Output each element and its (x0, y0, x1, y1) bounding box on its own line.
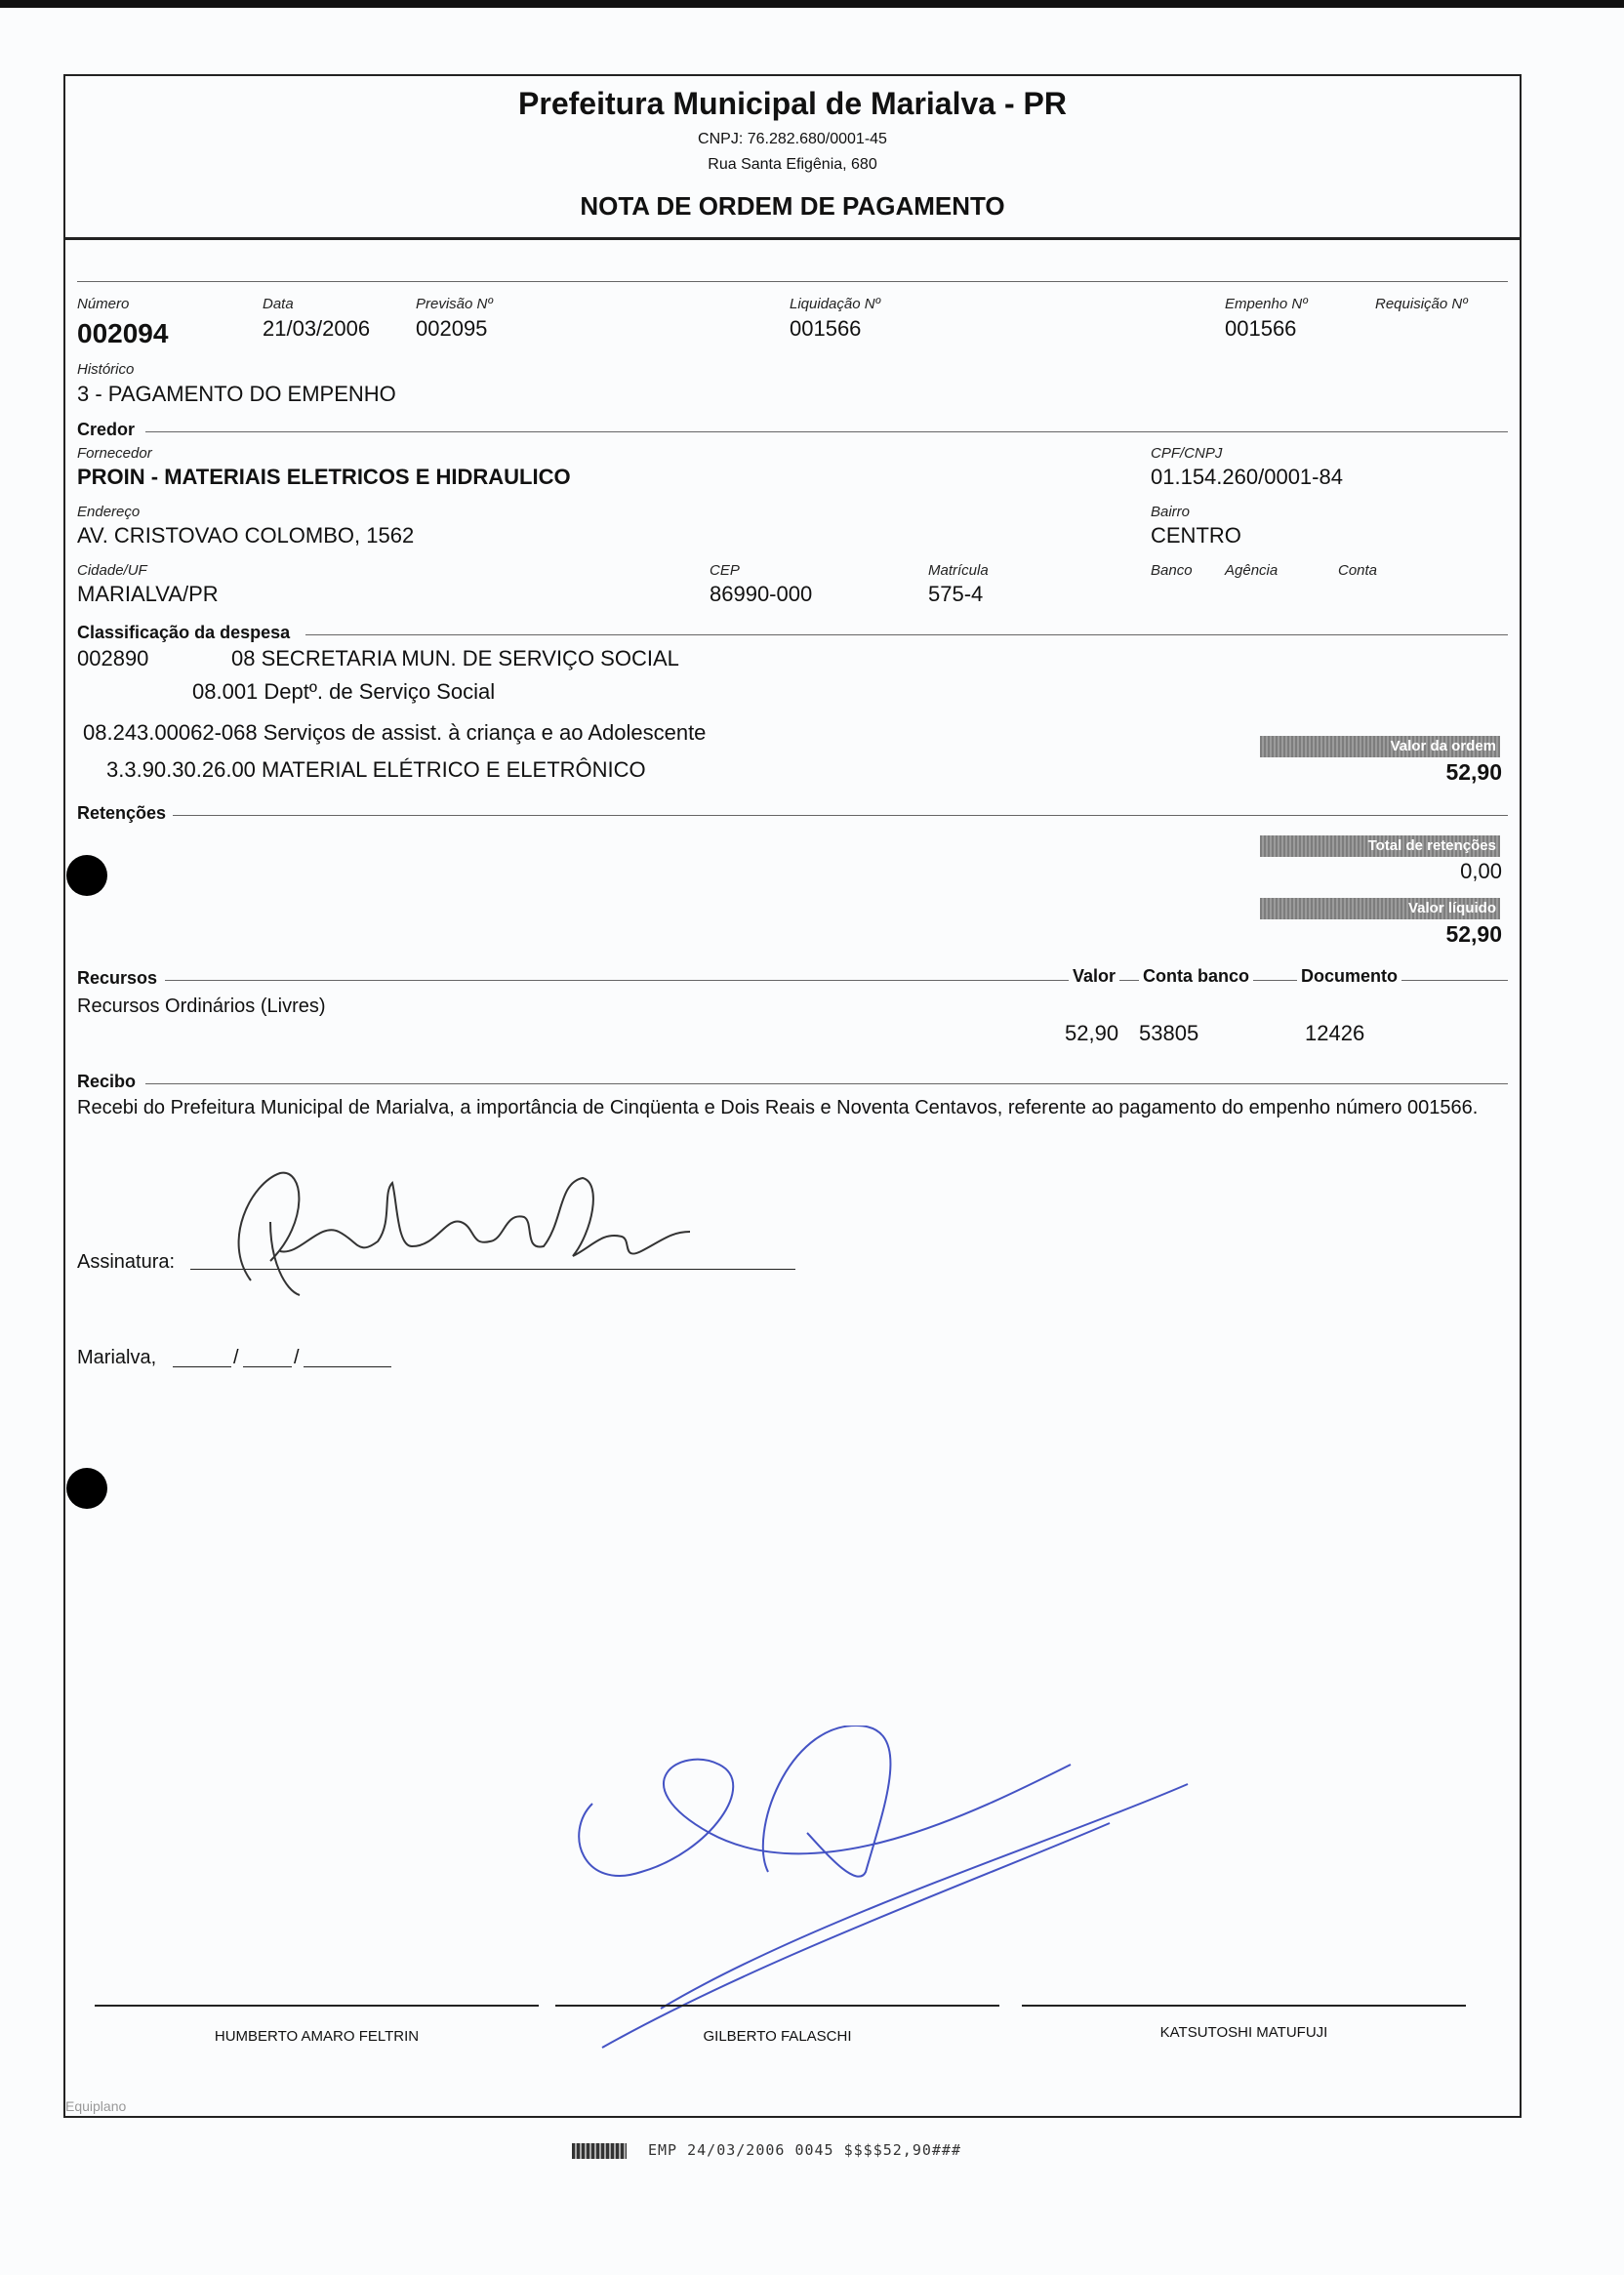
handwritten-signature-1 (212, 1163, 758, 1300)
classificacao-rule (305, 634, 1508, 635)
cpf-value: 01.154.260/0001-84 (1151, 465, 1343, 489)
punch-hole-top (66, 855, 107, 896)
classificacao-section: Classificação da despesa (77, 623, 291, 642)
header-address: Rua Santa Efigênia, 680 (708, 156, 877, 173)
classificacao-line3: 08.243.00062-068 Serviços de assist. à criança e ao Adolescente (83, 720, 707, 745)
valor-ordem-label: Valor da ordem (1260, 736, 1500, 757)
signature-line-2 (555, 2005, 999, 2007)
date-month-line (243, 1366, 292, 1367)
endereco-label: Endereço (77, 504, 141, 520)
signatory-3: KATSUTOSHI MATUFUJI (1159, 2024, 1328, 2041)
bank-stamp-text: EMP 24/03/2006 0045 $$$$52,90### (648, 2141, 961, 2159)
matricula-label: Matrícula (928, 562, 989, 579)
recursos-section: Recursos (77, 968, 158, 988)
cep-value: 86990-000 (710, 582, 813, 606)
previsao-label: Previsão Nº (416, 296, 493, 312)
fornecedor-value: PROIN - MATERIAIS ELETRICOS E HIDRAULICO (77, 465, 571, 489)
recursos-documento: 12426 (1305, 1021, 1365, 1045)
historico-label: Histórico (77, 361, 135, 378)
cep-label: CEP (710, 562, 740, 579)
fornecedor-label: Fornecedor (77, 445, 152, 462)
recursos-item: Recursos Ordinários (Livres) (77, 995, 326, 1017)
previsao-value: 002095 (416, 316, 488, 341)
requisicao-label: Requisição Nº (1375, 296, 1468, 312)
cpf-label: CPF/CNPJ (1151, 445, 1223, 462)
historico-value: 3 - PAGAMENTO DO EMPENHO (77, 382, 396, 406)
recursos-valor-header: Valor (1069, 966, 1119, 987)
signature-line-3 (1022, 2005, 1466, 2007)
recibo-text: Recebi do Prefeitura Municipal de Marialva, a importância de Cinqüenta e Dois Reais e Noventa Centavos, referente ao pagamento do empenho número 001566. (77, 1097, 1479, 1118)
bairro-value: CENTRO (1151, 523, 1241, 548)
top-rule (77, 281, 1508, 282)
recursos-conta: 53805 (1139, 1021, 1199, 1045)
recursos-valor: 52,90 (1065, 1021, 1119, 1045)
signatory-2: GILBERTO FALASCHI (703, 2028, 852, 2045)
blue-ink-signature (563, 1726, 1207, 2145)
signatory-1: HUMBERTO AMARO FELTRIN (214, 2028, 420, 2045)
classificacao-line2: 08.001 Deptº. de Serviço Social (192, 679, 496, 704)
punch-hole-bottom (66, 1468, 107, 1509)
retencoes-rule (173, 815, 1508, 816)
footer-brand: Equiplano (65, 2098, 127, 2114)
cidade-label: Cidade/UF (77, 562, 147, 579)
cidade-value: MARIALVA/PR (77, 582, 219, 606)
numero-value: 002094 (77, 318, 169, 348)
classificacao-line4: 3.3.90.30.26.00 MATERIAL ELÉTRICO E ELETRÔNICO (106, 757, 646, 782)
agencia-label: Agência (1225, 562, 1279, 579)
liquidacao-value: 001566 (790, 316, 862, 341)
empenho-label: Empenho Nº (1225, 296, 1308, 312)
classificacao-code: 002890 (77, 646, 149, 670)
matricula-value: 575-4 (928, 582, 984, 606)
valor-ordem-value: 52,90 (1445, 759, 1502, 785)
recursos-documento-header: Documento (1297, 966, 1401, 987)
header-divider (65, 237, 1520, 240)
data-value: 21/03/2006 (263, 316, 371, 341)
data-label: Data (263, 296, 294, 312)
document-title: NOTA DE ORDEM DE PAGAMENTO (580, 191, 1005, 221)
valor-liquido-label: Valor líquido (1260, 898, 1500, 919)
scan-top-edge (0, 0, 1624, 8)
date-year-line (304, 1366, 391, 1367)
empenho-value: 001566 (1225, 316, 1297, 341)
credor-rule (145, 431, 1508, 432)
liquidacao-label: Liquidação Nº (790, 296, 881, 312)
total-retencoes-label: Total de retenções (1260, 835, 1500, 857)
recibo-section: Recibo (77, 1072, 137, 1091)
bank-stamp-logo (572, 2143, 627, 2159)
document-frame (63, 74, 1522, 2118)
bairro-label: Bairro (1151, 504, 1191, 520)
date-day-line (173, 1366, 231, 1367)
total-retencoes-value: 0,00 (1460, 859, 1502, 883)
date-slash-2: / (294, 1347, 300, 1368)
page-title: Prefeitura Municipal de Marialva - PR (518, 86, 1067, 121)
signature-line-1 (95, 2005, 539, 2007)
valor-liquido-value: 52,90 (1445, 921, 1502, 947)
banco-label: Banco (1151, 562, 1193, 579)
conta-label: Conta (1338, 562, 1378, 579)
endereco-value: AV. CRISTOVAO COLOMBO, 1562 (77, 523, 415, 548)
date-slash-1: / (233, 1347, 239, 1368)
recibo-rule (145, 1083, 1508, 1084)
retencoes-section: Retenções (77, 803, 167, 823)
recursos-conta-header: Conta banco (1139, 966, 1253, 987)
numero-label: Número (77, 296, 130, 312)
marialva-label: Marialva, (77, 1347, 157, 1368)
header-cnpj: CNPJ: 76.282.680/0001-45 (698, 131, 887, 147)
classificacao-line1: 08 SECRETARIA MUN. DE SERVIÇO SOCIAL (231, 646, 679, 670)
credor-section: Credor (77, 420, 136, 439)
assinatura-label: Assinatura: (77, 1251, 176, 1273)
